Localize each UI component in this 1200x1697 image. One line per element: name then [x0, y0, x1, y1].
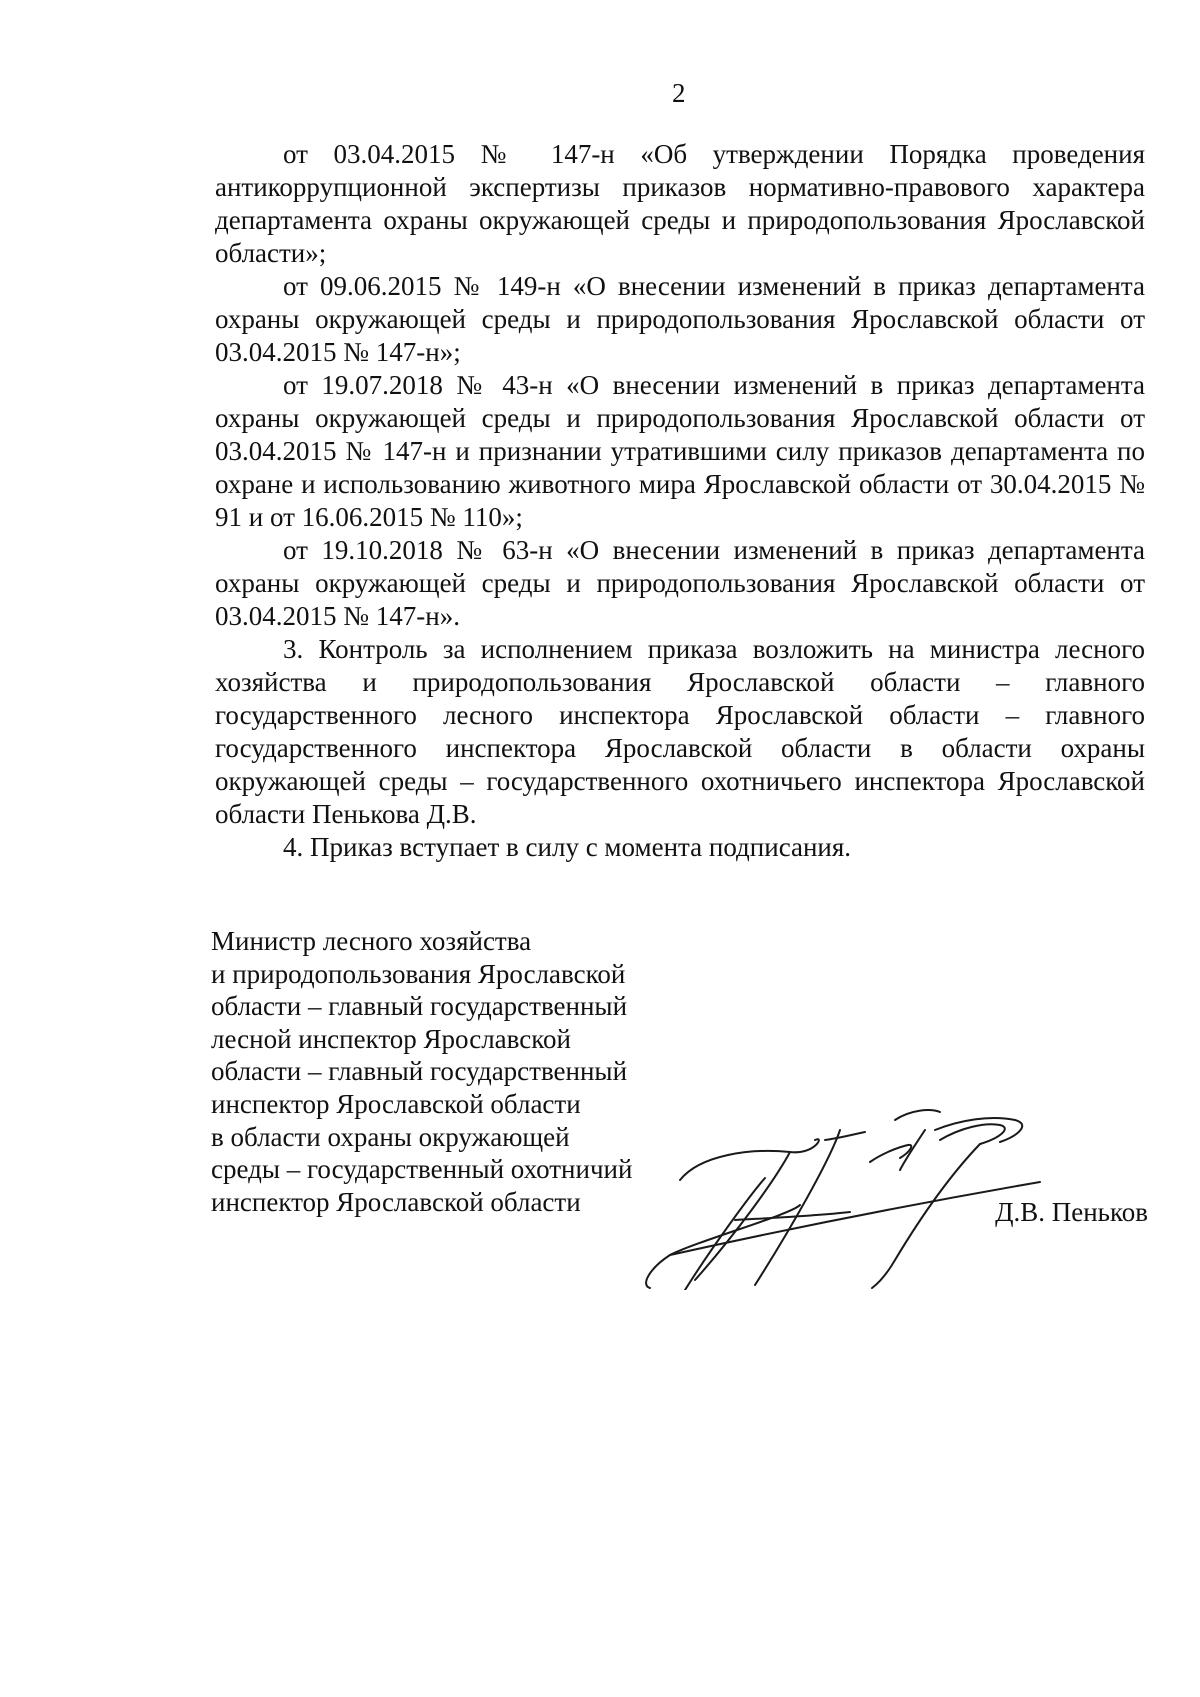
signatory-title-line: в области охраны окружающей [211, 1121, 570, 1152]
page-number: 2 [672, 78, 686, 108]
signatory-title-line: среды – государственный охотничий [211, 1154, 633, 1185]
signatory-title-line: лесной инспектор Ярославской [211, 1023, 571, 1054]
paragraph-order-43n: от 19.07.2018 № 43-н «О внесении изменений в приказ департамента охраны окружающей среды и природопользования Ярославской области от 03.04.2015 № 147-н и признании утратившими силу приказов департамента по охране и использованию животного мира Ярославской области от 30.04.2015 № 91 и от 16.06.2015 № 110»; [215, 370, 1145, 532]
signatory-title-block [211, 925, 671, 1218]
document-body [215, 138, 1145, 864]
paragraph-item-4-effective: 4. Приказ вступает в силу с момента подписания. [283, 832, 852, 862]
paragraph-order-63n: от 19.10.2018 № 63-н «О внесении изменений в приказ департамента охраны окружающей среды и природопользования Ярославской области от 03.04.2015 № 147-н». [215, 535, 1145, 631]
signatory-title-line: Министр лесного хозяйства [211, 926, 532, 956]
handwritten-signature [640, 1100, 1070, 1290]
signatory-title-line: области – главный государственный [211, 1056, 628, 1087]
paragraph-order-147n: от 03.04.2015 № 147-н «Об утверждении Порядка проведения антикоррупционной экспертизы приказов нормативно-правового характера департамента охраны окружающей среды и природопользования Ярославской области»; [215, 139, 1145, 268]
signatory-name: Д.В. Пеньков [995, 1197, 1148, 1227]
signatory-title-line: инспектор Ярославской области [211, 1186, 581, 1217]
signatory-title-line: области – главный государственный [211, 991, 628, 1022]
signatory-title-line: и природопользования Ярославской [211, 958, 626, 989]
paragraph-item-3-control: 3. Контроль за исполнением приказа возложить на министра лесного хозяйства и природопользования Ярославской области – главного государственного лесного инспектора Ярославской области – главного государственного инспектора Ярославской области в области охраны окружающей среды – государственного охотничьего инспектора Ярославской области Пенькова Д.В. [215, 634, 1145, 829]
paragraph-order-149n: от 09.06.2015 № 149-н «О внесении изменений в приказ департамента охраны окружающей среды и природопользования Ярославской области от 03.04.2015 № 147-н»; [215, 271, 1145, 367]
signatory-title-line: инспектор Ярославской области [211, 1088, 581, 1119]
